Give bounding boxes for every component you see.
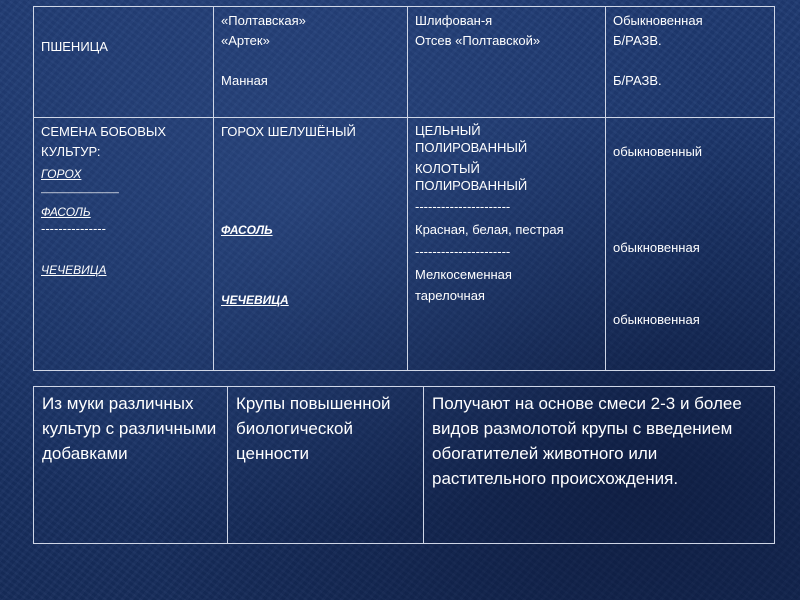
table-cell xyxy=(34,7,214,118)
table-row xyxy=(34,118,775,371)
variety-artek: «Артек» xyxy=(221,33,270,48)
divider-dashes: ---------------------- xyxy=(415,199,511,214)
table-cell xyxy=(408,7,606,118)
table-cell xyxy=(214,7,408,118)
split-polished: КОЛОТЫЙ ПОЛИРОВАННЫЙ xyxy=(415,161,528,193)
ordinary-label: Обыкновенная xyxy=(613,13,703,28)
shelled-pea-label: ГОРОХ ШЕЛУШЁНЫЙ xyxy=(221,124,356,139)
unsorted-label-1: Б/РАЗВ. xyxy=(613,33,662,48)
table-cell xyxy=(214,118,408,371)
description-cell: Получают на основе смеси 2-3 и более видов размолотой крупы с введением обогатителей животного или растительного происхождения. xyxy=(424,387,775,544)
bean-label-bold: ФАСОЛЬ xyxy=(221,223,273,237)
table-cell xyxy=(606,118,775,371)
unsorted-label-2: Б/РАЗВ. xyxy=(613,73,662,88)
wheat-label: ПШЕНИЦА xyxy=(41,39,108,54)
table-row xyxy=(34,7,775,118)
bean-label: ФАСОЛЬ xyxy=(41,205,91,219)
small-seeded: Мелкосеменная xyxy=(415,267,512,282)
cereal-classification-table xyxy=(33,6,775,371)
pea-label: ГОРОХ xyxy=(41,167,82,181)
flour-mix-cell: Из муки различных культур с различными добавками xyxy=(34,387,228,544)
variety-mannaya: Манная xyxy=(221,73,268,88)
table-row xyxy=(34,387,775,544)
table-cell xyxy=(606,7,775,118)
table-cell xyxy=(408,118,606,371)
polished-label: Шлифован-я xyxy=(415,13,493,28)
plate-shaped: тарелочная xyxy=(415,288,485,303)
whole-polished: ЦЕЛЬНЫЙ ПОЛИРОВАННЫЙ xyxy=(415,123,528,155)
divider-dashes: --------------- xyxy=(41,222,106,236)
high-value-cereals-cell: Крупы повышенной биологической ценности xyxy=(228,387,424,544)
variety-poltavskaya: «Полтавская» xyxy=(221,13,306,28)
grade-ordinary-2: обыкновенная xyxy=(613,240,700,255)
sifting-label: Отсев «Полтавской» xyxy=(415,33,541,48)
grade-ordinary-3: обыкновенная xyxy=(613,312,700,327)
lentil-label: ЧЕЧЕВИЦА xyxy=(41,263,107,277)
divider-line: ______________ xyxy=(41,184,119,194)
divider-dashes: ---------------------- xyxy=(415,244,511,259)
table-cell xyxy=(34,118,214,371)
grade-ordinary-1: обыкновенный xyxy=(613,144,703,159)
legumes-title: СЕМЕНА БОБОВЫХ КУЛЬТУР: xyxy=(41,124,167,159)
lentil-label-bold: ЧЕЧЕВИЦА xyxy=(221,293,289,307)
bean-colors: Красная, белая, пестрая xyxy=(415,222,564,237)
enriched-cereals-table xyxy=(33,386,775,544)
